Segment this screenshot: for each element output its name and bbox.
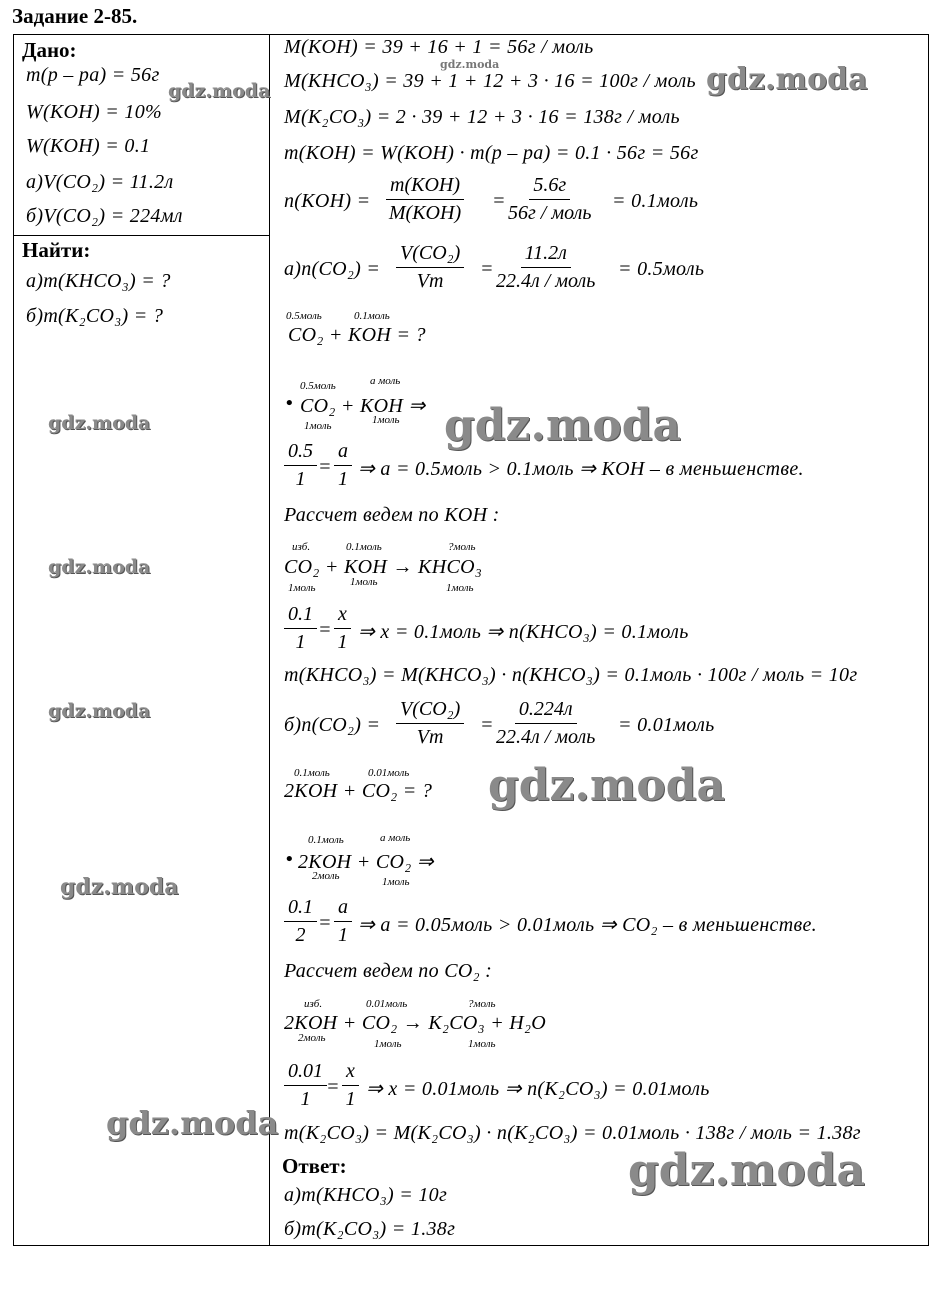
- fraction: $\frac{x}{1}$: [334, 603, 351, 654]
- n-co2-b-lhs: б)n(CO₂) =: [284, 714, 381, 736]
- bullet-icon: •: [284, 849, 295, 870]
- molar-mass-koh: M(KOH) = 39 + 16 + 1 = 56г / моль: [284, 36, 594, 58]
- proportion-1-result: ⇒ а = 0.5моль > 0.1моль ⇒ KOH – в меньшенстве.: [358, 458, 804, 480]
- reaction-5: 2KOH + CO₂ ⇒: [298, 851, 434, 873]
- find-header: Найти:: [22, 238, 91, 262]
- n-koh-lhs: n(KOH) =: [284, 190, 371, 212]
- mass-khco3: m(KHCO₃) = M(KHCO₃) · n(KHCO₃) = 0.1моль · 100г / моль = 10г: [284, 664, 858, 686]
- given-header: Дано:: [22, 38, 77, 62]
- calc-basis-2: Рассчет ведем по CO₂ :: [284, 960, 493, 982]
- given-find-divider: [13, 235, 270, 236]
- bullet-icon: •: [284, 393, 295, 414]
- fraction: $\frac{x}{1}$: [342, 1060, 359, 1111]
- molar-mass-k2co3: M(K₂CO₃) = 2 · 39 + 12 + 3 · 16 = 138г / моль: [284, 106, 680, 128]
- fraction: $\frac{0.1}{1}$: [284, 603, 317, 654]
- n-co2-a-lhs: а)n(CO₂) =: [284, 258, 381, 280]
- given-line: W(KOH) = 10%: [26, 101, 162, 123]
- given-line: W(KOH) = 0.1: [26, 135, 151, 157]
- find-line: б)m(K₂CO₃) = ?: [26, 305, 164, 327]
- proportion-3-result: ⇒ а = 0.05моль > 0.01моль ⇒ CO₂ – в меньшенстве.: [358, 914, 817, 936]
- fraction: $\frac{0.01}{1}$: [284, 1060, 327, 1111]
- reaction-1: CO₂ + KOH = ?: [288, 324, 426, 346]
- watermark: gdz.moda: [48, 700, 151, 722]
- watermark: gdz.moda: [48, 412, 151, 434]
- given-line: б)V(CO₂) = 224мл: [26, 205, 183, 227]
- fraction: 5.6г 56г / моль: [508, 174, 592, 224]
- calc-basis-1: Рассчет ведем по KOH :: [284, 504, 500, 526]
- column-divider: [269, 34, 270, 1246]
- fraction: а 1: [334, 440, 352, 491]
- proportion-2-result: ⇒ x = 0.1моль ⇒ n(KHCO₃) = 0.1моль: [358, 621, 689, 643]
- reaction-3: CO₂ + KOH → KHCO₃: [284, 556, 483, 578]
- mass-k2co3: m(K₂CO₃) = M(K₂CO₃) · n(K₂CO₃) = 0.01моль · 138г / моль = 1.38г: [284, 1122, 861, 1144]
- watermark: gdz.moda: [48, 556, 151, 578]
- find-line: а)m(KHCO₃) = ?: [26, 270, 171, 292]
- watermark: gdz.moda: [106, 1104, 279, 1142]
- watermark: gdz.moda: [440, 58, 500, 71]
- fraction: $\frac{0.1}{2}$: [284, 896, 317, 947]
- answer-header: Ответ:: [282, 1154, 347, 1178]
- reaction-2: CO₂ + KOH ⇒: [300, 395, 426, 417]
- fraction: 11.2л 22.4л / моль: [496, 242, 596, 292]
- reaction-4: 2KOH + CO₂ = ?: [284, 780, 433, 802]
- answer-line: б)m(K₂CO₃) = 1.38г: [284, 1218, 456, 1240]
- watermark: gdz.moda: [60, 874, 179, 900]
- watermark: gdz.moda: [706, 62, 868, 97]
- fraction: $\frac{0.5}{1}$: [284, 440, 317, 491]
- fraction: $\frac{\text{V(CO₂)}}{Vm}$: [396, 242, 464, 293]
- mass-koh: m(KOH) = W(KOH) · m(р – ра) = 0.1 · 56г = 56г: [284, 142, 699, 164]
- given-line: а)V(CO₂) = 11.2л: [26, 171, 174, 193]
- task-title: Задание 2-85.: [12, 4, 138, 28]
- proportion-4-result: ⇒ x = 0.01моль ⇒ n(K₂CO₃) = 0.01моль: [366, 1078, 710, 1100]
- fraction: $\frac{\text{V(CO₂)}}{Vm}$: [396, 698, 464, 749]
- watermark: gdz.moda: [444, 400, 682, 451]
- watermark: gdz.moda: [488, 760, 726, 811]
- given-line: m(р – ра) = 56г: [26, 64, 160, 86]
- watermark: gdz.moda: [168, 80, 271, 102]
- reaction-6: 2KOH + CO₂ → K₂CO₃ + H₂O: [284, 1012, 547, 1034]
- answer-line: а)m(KHCO₃) = 10г: [284, 1184, 448, 1206]
- molar-mass-khco3: M(KHCO₃) = 39 + 1 + 12 + 3 · 16 = 100г / моль: [284, 70, 696, 92]
- watermark: gdz.moda: [628, 1145, 866, 1196]
- fraction: 0.224л 22.4л / моль: [496, 698, 596, 748]
- fraction: m(KOH) M(KOH): [386, 174, 464, 225]
- fraction: а 1: [334, 896, 352, 947]
